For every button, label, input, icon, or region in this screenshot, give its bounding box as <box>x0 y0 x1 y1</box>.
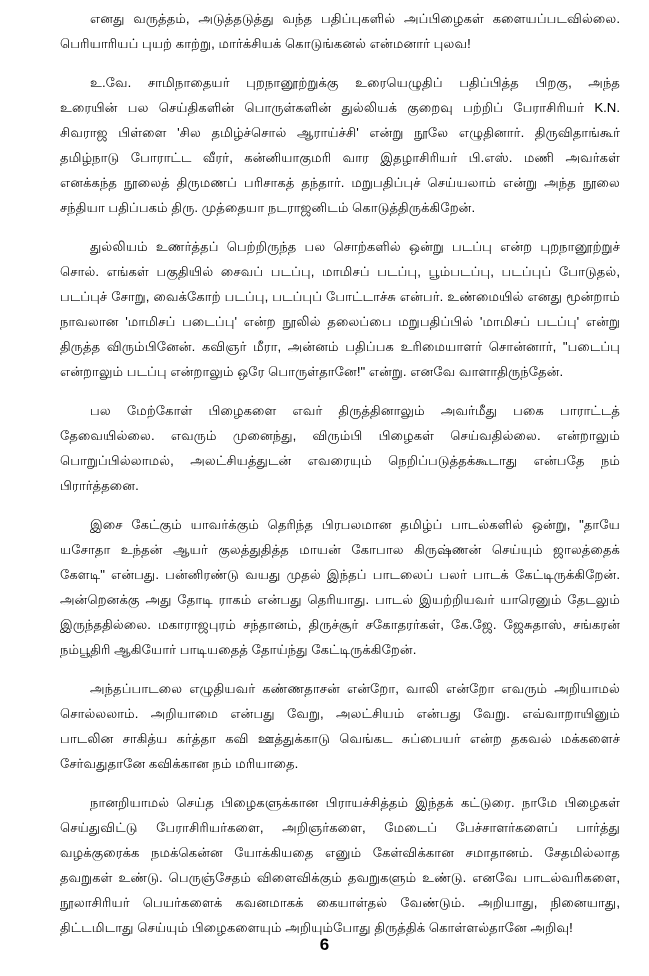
text-line: சிவராஜ பிள்ளை 'சில தமிழ்ச்சொல் ஆராய்ச்சி' என்று நூலே எழுதினார். திருவிதாங்கூர் <box>60 125 620 140</box>
paragraph <box>60 6 620 56</box>
text-line: தேவையில்லை. எவரும் முனைந்து, விரும்பி பிழைகள் செய்வதில்லை. என்றாலும் <box>60 428 620 443</box>
text-line: பாடலின சாகித்ய கர்த்தா கவி ஊத்துக்காடு வெங்கட சுப்பையர் என்ற தகவல் மக்களைச் <box>60 731 620 746</box>
text-line: சொல். எங்கள் பகுதியில் சைவப் படப்பு, மாமிசப் படப்பு, பூம்படப்பு, படப்புப் போடுதல், <box>60 264 620 279</box>
text-line: நூலாசிரியர் பெயர்களைக் கவனமாகக் கையாள்தல் வேண்டும். அறியாது, நினையாது, <box>60 895 620 910</box>
text-line: இசை கேட்கும் யாவர்க்கும் தெரிந்த பிரபலமான தமிழ்ப் பாடல்களில் ஒன்று, "தாயே <box>90 517 620 532</box>
text-line: நானறியாமல் செய்த பிழைகளுக்கான பிராயச்சித்தம் இந்தக் கட்டுரை. நாமே பிழைகள் <box>90 795 620 810</box>
text-line: இருந்ததில்லை. மகாராஜபுரம் சந்தானம், திருச்சூர் சகோதரர்கள், கே.ஜே. ஜேசுதாஸ், சங்கரன் <box>60 617 620 632</box>
paragraph <box>60 70 620 220</box>
text-line: கேளடி" என்பது. பன்னிரண்டு வயது முதல் இந்தப் பாடலைப் பலர் பாடக் கேட்டிருக்கிறேன். <box>60 567 620 582</box>
text-line: பெரியாரியப் புயற் காற்று, மார்க்சியக் கொடுங்கனல் என்மனார் புலவ! <box>60 36 471 51</box>
paragraph <box>60 234 620 384</box>
paragraph <box>60 790 620 940</box>
text-line: பல மேற்கோள் பிழைகளை எவர் திருத்தினாலும் அவர்மீது பகை பாராட்டத் <box>90 403 620 418</box>
text-line: நாவலான 'மாமிசப் படைப்பு' என்ற நூலில் தலைப்பை மறுபதிப்பில் 'மாமிசப் படப்பு' என்று <box>60 314 620 329</box>
paragraph <box>60 398 620 498</box>
text-line: எனது வருத்தம், அடுத்தடுத்து வந்த பதிப்புகளில் அப்பிழைகள் களையப்படவில்லை. <box>90 11 620 26</box>
text-line: திருத்த விரும்பினேன். கவிஞர் மீரா, அன்னம் பதிப்பக உரிமையாளர் சொன்னார், "படைப்பு <box>60 339 620 354</box>
text-line: அந்தப்பாடலை எழுதியவர் கண்ணதாசன் என்றோ, வாலி என்றோ எவரும் அறியாமல் <box>90 681 620 696</box>
text-line: சந்தியா பதிப்பகம் திரு. முத்தையா நடராஜனிடம் கொடுத்திருக்கிறேன். <box>60 200 476 215</box>
text-line: தவறுகள் உண்டு. பெருஞ்சேதம் விளைவிக்கும் தவறுகளும் உண்டு. எனவே பாடல்வரிகளை, <box>60 870 620 885</box>
page-number: 6 <box>319 935 330 954</box>
text-line: பிரார்த்தனை. <box>60 478 139 493</box>
text-line: அன்றெனக்கு அது தோடி ராகம் என்பது தெரியாது. பாடல் இயற்றியவர் யாரெனும் தேடலும் <box>60 592 620 607</box>
text-line: என்றாலும் படப்பு என்றாலும் ஒரே பொருள்தானே!" என்று. எனவே வாளாதிருந்தேன். <box>60 364 564 379</box>
text-line: பொறுப்பில்லாமல், அலட்சியத்துடன் எவரையும் நெறிப்படுத்தக்கூடாது என்பதே நம் <box>60 453 620 468</box>
body-text <box>60 6 620 954</box>
text-line: படப்புச் சோறு, வைக்கோற் படப்பு, படப்புப் போட்டாச்சு என்பர். உண்மையில் எனது மூன்றாம் <box>60 289 620 304</box>
text-line: சொல்லலாம். அறியாமை என்பது வேறு, அலட்சியம் என்பது வேறு. எவ்வாறாயினும் <box>60 706 620 721</box>
text-line: யசோதா உந்தன் ஆயர் குலத்துதித்த மாயன் கோபால கிருஷ்ணன் செய்யும் ஜாலத்தைக் <box>60 542 620 557</box>
text-line: செய்துவிட்டு பேராசிரியர்களை, அறிஞர்களை, மேடைப் பேச்சாளர்களைப் பார்த்து <box>60 820 620 835</box>
text-line: தமிழ்நாடு போராட்ட வீரர், கன்னியாகுமரி வார இதழாசிரியர் பி.எஸ். மணி அவர்கள் <box>60 150 620 165</box>
text-line: சேர்வதுதானே கவிக்கான நம் மரியாதை. <box>60 756 299 771</box>
text-line: வழக்குரைக்க நமக்கென்ன யோக்கியதை எனும் கேள்விக்கான சமாதானம். சேதமில்லாத <box>60 845 620 860</box>
paragraph <box>60 512 620 662</box>
text-line: எனக்கந்த நூலைத் திருமணப் பரிசாகத் தந்தார். மறுபதிப்புச் செய்யலாம் என்று அந்த நூலை <box>60 175 620 190</box>
paragraph <box>60 676 620 776</box>
text-line: நம்பூதிரி ஆகியோர் பாடியதைத் தோய்ந்து கேட்டிருக்கிறேன். <box>60 642 417 657</box>
text-line: உ.வே. சாமிநாதையர் புறநானூற்றுக்கு உரையெழுதிப் பதிப்பித்த பிறகு, அந்த <box>90 75 620 90</box>
text-line: துல்லியம் உணர்த்தப் பெற்றிருந்த பல சொற்களில் ஒன்று படப்பு என்ற புறநானூற்றுச் <box>90 239 620 254</box>
text-line: உரையின் பல செய்திகளின் பொருள்களின் துல்லியக் குறைவு பற்றிப் பேராசிரியர் K.N. <box>60 100 620 115</box>
text-line: திட்டமிடாது செய்யும் பிழைகளையும் அறியும்போது திருத்திக் கொள்ளல்தானே அறிவு! <box>60 920 573 935</box>
